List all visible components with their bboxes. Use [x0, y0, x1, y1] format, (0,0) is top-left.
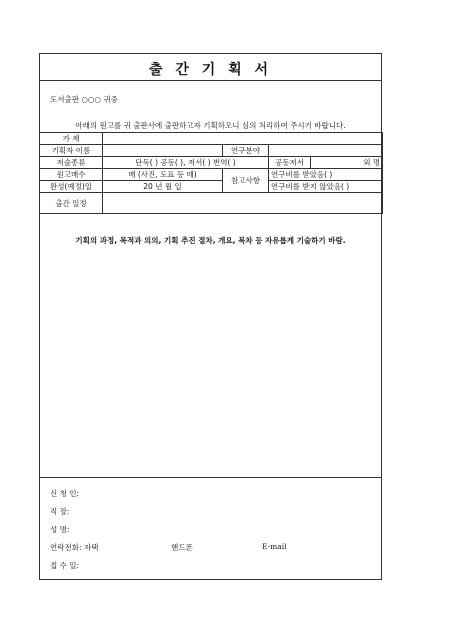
planner-name-field[interactable]	[103, 145, 223, 157]
table-row	[40, 181, 383, 193]
reference-label: 참고사항	[223, 169, 269, 193]
workplace-label: 직 장:	[50, 507, 70, 516]
intro-text: 아래의 원고를 귀 출판사에 출판하고자 기획하오니 심의 처리하여 주시기 바랍니다.	[75, 121, 346, 130]
instruction-text: 기획의 과정, 목적과 의의, 기획 추진 절차, 개요, 목차 등 자유롭게 기술하기 바람.	[75, 236, 346, 245]
page-count-label: 원고매수	[40, 169, 103, 181]
working-title-label: 가 제	[40, 133, 103, 145]
info-table	[39, 132, 383, 214]
title-divider	[40, 80, 381, 81]
planner-name-label: 기획자 이름	[40, 145, 103, 157]
table-row	[40, 145, 383, 157]
working-title-field[interactable]	[103, 133, 383, 145]
page-title: 출 간 기 획 서	[148, 62, 273, 78]
footer-divider	[40, 477, 381, 478]
applicant-label: 신 청 인:	[50, 489, 80, 498]
research-field-input[interactable]	[269, 145, 383, 157]
description-area[interactable]	[48, 250, 372, 472]
completion-date-field[interactable]: 20 년 월 일	[103, 181, 223, 193]
table-row	[40, 133, 383, 145]
authorship-options[interactable]: 단독( ) 공동( ), 저서( ) 번역( )	[103, 157, 269, 169]
email-label: E-mail	[262, 542, 287, 551]
page-count-field[interactable]: 매 (사진, 도표 등 매)	[103, 169, 223, 181]
receipt-date-label: 접 수 일:	[50, 561, 80, 570]
research-field-label: 연구분야	[223, 145, 269, 157]
addressee: 도서출판 ○○○ 귀중	[50, 95, 118, 104]
table-row	[40, 193, 383, 214]
table-row	[40, 157, 383, 169]
coauthor-label: 공동저서	[269, 157, 311, 169]
name-label: 성 명:	[50, 525, 70, 534]
mobile-label: 핸드폰	[171, 543, 193, 552]
planning-form-sheet	[39, 53, 382, 580]
authorship-type-label: 저술종류	[40, 157, 103, 169]
publication-schedule-field[interactable]	[103, 193, 383, 214]
coauthor-count[interactable]: 외 명	[311, 157, 383, 169]
publication-schedule-label: 출간 일정	[40, 193, 103, 214]
fund-not-received-option[interactable]: 연구비를 받지 않았음( )	[269, 181, 383, 193]
home-phone-label: 연락전화: 자택	[50, 543, 99, 552]
completion-date-label: 완성(예정)일	[40, 181, 103, 193]
table-row	[40, 169, 383, 181]
fund-received-option[interactable]: 연구비를 받았음( )	[269, 169, 383, 181]
